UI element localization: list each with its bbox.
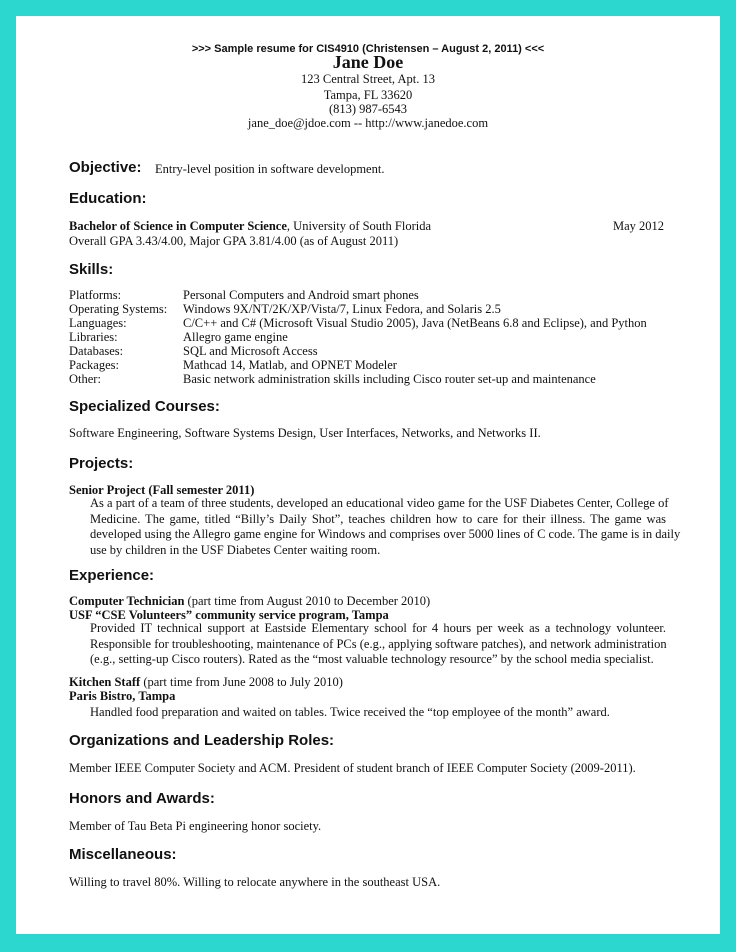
objective-heading: Objective: [69,159,142,176]
job1-line: Provided IT technical support at Eastside Elementary school for 4 hours per week as a technology volunteer. [90,621,666,635]
job2-organization: Paris Bistro, Tampa [69,689,176,703]
education-heading: Education: [69,190,147,207]
resume-page [16,16,720,934]
skill-label: Other: [69,372,101,386]
job2-period: (part time from June 2008 to July 2010) [140,675,343,689]
objective-text: Entry-level position in software development. [155,162,385,176]
project-line: use by children in the USF Diabetes Center waiting room. [90,542,381,557]
job1-title: Computer Technician [69,594,185,608]
job1-line: (e.g., setting-up Cisco routers). Rated as the “most valuable technology resource” by the school media specialist. [90,652,654,666]
honors-text: Member of Tau Beta Pi engineering honor society. [69,819,322,833]
skill-value: Windows 9X/NT/2K/XP/Vista/7, Linux Fedora, and Solaris 2.5 [183,302,501,316]
candidate-name: Jane Doe [332,52,404,72]
project-line: developed using the Allegro game engine for Windows and comprises over 5000 lines of C code. The game is in daily [90,527,681,541]
graduation-date: May 2012 [612,219,664,233]
skill-label: Libraries: [69,330,118,344]
project-title: Senior Project (Fall semester 2011) [69,483,255,497]
courses-heading: Specialized Courses: [69,398,220,415]
skill-value: Personal Computers and Android smart phones [183,288,419,302]
organizations-heading: Organizations and Leadership Roles: [69,732,335,749]
job1-period: (part time from August 2010 to December 2010) [184,594,431,608]
degree: Bachelor of Science in Computer Science [69,219,287,233]
project-line: Medicine. The game, titled “Billy’s Daily Shot”, teaches children how to care for their illness. The game was [90,511,666,526]
gpa-line: Overall GPA 3.43/4.00, Major GPA 3.81/4.00 (as of August 2011) [69,234,399,248]
misc-text: Willing to travel 80%. Willing to relocate anywhere in the southeast USA. [69,875,441,889]
courses-text: Software Engineering, Software Systems Design, User Interfaces, Networks, and Networks II. [69,426,541,440]
address-line-1: 123 Central Street, Apt. 13 [300,72,435,86]
skill-label: Platforms: [69,288,122,302]
skill-label: Languages: [69,316,127,330]
project-description [90,496,681,558]
skill-value: C/C++ and C# (Microsoft Visual Studio 2005), Java (NetBeans 6.8 and Eclipse), and Python [183,316,647,330]
organizations-text: Member IEEE Computer Society and ACM. President of student branch of IEEE Computer Society (2009-2011). [69,761,636,775]
job2-title: Kitchen Staff [69,675,141,689]
skills-heading: Skills: [69,261,114,278]
skill-value: Basic network administration skills including Cisco router set-up and maintenance [183,372,596,386]
header-note: >>> Sample resume for CIS4910 (Christensen – August 2, 2011) <<< [191,43,545,55]
education-degree-line [69,219,431,234]
job1-line: Responsible for troubleshooting, maintenance of PCs (e.g., applying software patches), and network administration [90,636,667,651]
skill-value: SQL and Microsoft Access [183,344,318,358]
address-line-2: Tampa, FL 33620 [323,88,413,102]
phone-number: (813) 987-6543 [328,102,408,116]
skill-label: Packages: [69,358,119,372]
skill-label: Databases: [69,344,124,358]
email-website: jane_doe@jdoe.com -- http://www.janedoe.com [247,116,489,130]
job2-description: Handled food preparation and waited on tables. Twice received the “top employee of the month” award. [90,705,610,719]
skill-value: Mathcad 14, Matlab, and OPNET Modeler [183,358,397,372]
job1-description [90,621,666,668]
school: , University of South Florida [286,219,432,233]
skill-label: Operating Systems: [69,302,168,316]
experience-heading: Experience: [69,567,155,584]
skill-value: Allegro game engine [183,330,288,344]
project-line: As a part of a team of three students, developed an educational video game for the USF Diabetes Center, College of [90,496,669,510]
job2-title-line [69,675,343,690]
honors-heading: Honors and Awards: [69,790,215,807]
projects-heading: Projects: [69,455,134,472]
misc-heading: Miscellaneous: [69,846,177,863]
job1-title-line [69,594,430,609]
job1-organization: USF “CSE Volunteers” community service program, Tampa [69,608,389,622]
